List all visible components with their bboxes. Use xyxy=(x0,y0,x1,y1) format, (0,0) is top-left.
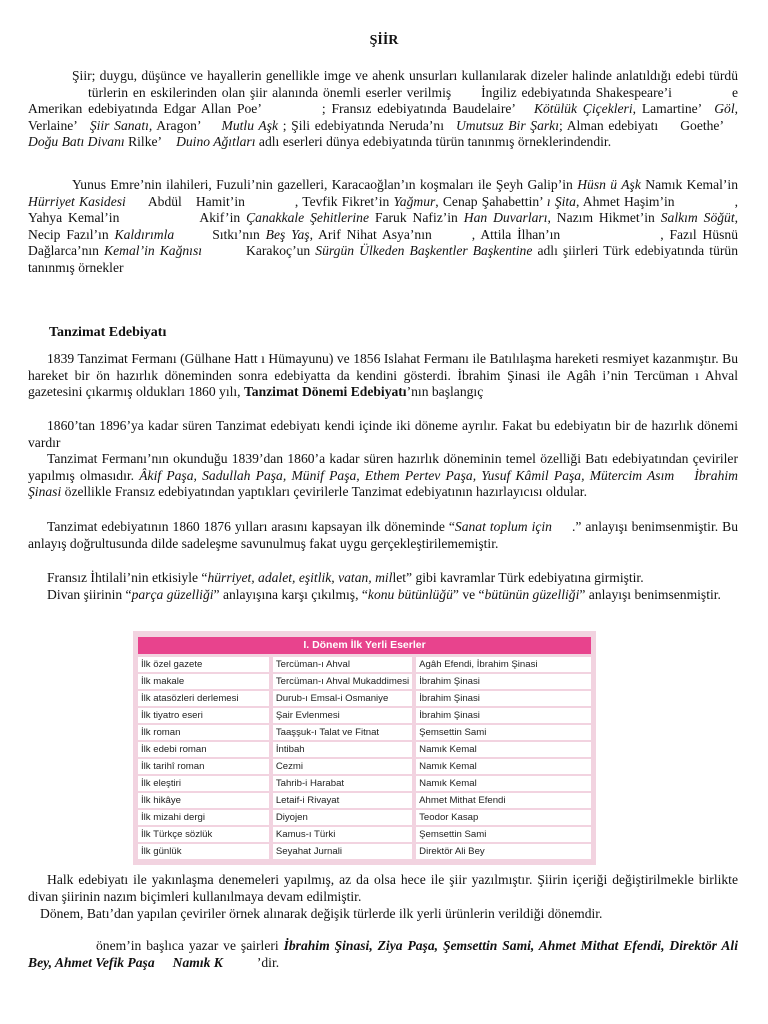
table-row: İlk atasözleri derlemesi Durub-ı Emsal-i Osmaniye İbrahim Şinasi xyxy=(138,691,591,706)
paragraph-yazarlar: önem’in başlıca yazar ve şairleri İbrahim Şinasi, Ziya Paşa, Şemsettin Sami, Ahmet Mithat Efendi, Direktör Ali Bey, Ahmet Vefik Paşa Namık K ’dir. xyxy=(28,938,738,970)
table-row: İlk günlük Seyahat Jurnali Direktör Ali Bey xyxy=(138,844,591,859)
table-row: İlk hikâye Letaif-i Rivayat Ahmet Mithat Efendi xyxy=(138,793,591,808)
table-row: İlk eleştiri Tahrib-i Harabat Namık Kemal xyxy=(138,776,591,791)
paragraph-divan-siiri: Divan şiirinin “parça güzelliği” anlayışına karşı çıkılmış, “konu bütünlüğü” ve “bütünün güzelliği” anlayışı benimsenmiştir. xyxy=(47,587,721,602)
paragraph-hazirlik-donemi: Tanzimat Fermanı’nın okunduğu 1839’dan 1860’a kadar süren hazırlık döneminin temel özelliği Batı edebiyatından çeviriler yapılmış olmasıdır. Âkif Paşa, Sadullah Paşa, Münif Paşa, Ethem Pertev Paşa, Yusuf Kâmil Paşa, Mütercim Asım İbrahim Şinasi özellikle Fransız edebiyatından yaptıkları çevirilerle Tanzimat edebiyatının hazırlayıcısı oldular. xyxy=(28,451,738,500)
paragraph-fransiz-ihtilali: Fransız İhtilali’nin etkisiyle “hürriyet, adalet, eşitlik, vatan, millet” gibi kavramlar Türk edebiyatına girmiştir. xyxy=(47,570,644,585)
paragraph-halk-edebiyati: Halk edebiyatı ile yakınlaşma denemeleri yapılmış, az da olsa hece ile şiir yazılmıştır. Şiirin içeriği değiştirilmekle birlikte divan şiirinin nazım biçimleri kullanılmaya devam edilmiştir. xyxy=(28,872,738,904)
table-row: İlk özel gazete Tercüman-ı Ahval Agâh Efendi, İbrahim Şinasi xyxy=(138,657,591,672)
table-row: İlk mizahi dergi Diyojen Teodor Kasap xyxy=(138,810,591,825)
page-title: ŞİİR xyxy=(369,33,399,48)
table-row: İlk Türkçe sözlük Kamus-ı Türki Şemsettin Sami xyxy=(138,827,591,842)
table-row: İlk edebi roman İntibah Namık Kemal xyxy=(138,742,591,757)
paragraph-donemler: 1860’tan 1896’ya kadar süren Tanzimat edebiyatı kendi içinde iki döneme ayrılır. Fakat bu edebiyatın bir de hazırlık dönemi vardır xyxy=(28,418,738,450)
table-row: İlk makale Tercüman-ı Ahval Mukaddimesi İbrahim Şinasi xyxy=(138,674,591,689)
paragraph-turk-siiri: Yunus Emre’nin ilahileri, Fuzuli’nin gazelleri, Karacaoğlan’ın koşmaları ile Şeyh Galip’in Hüsn ü Aşk Namık Kemal’in Hürriyet Kasidesi Abdül Hamit’in , Tevfik Fikret’in Yağmur, Cenap Şahabettin’ ı Şita, Ahmet Haşim’in , Yahya Kemal’in Akif’in Çanakkale Şehitlerine Faruk Nafiz’in Han Duvarları, Nazım Hikmet’in Salkım Söğüt, Necip Fazıl’ın Kaldırımla Sıtkı’nın Beş Yaş, Arif Nihat Asya’nın , Attila İlhan’ın , Fazıl Hüsnü Dağlarca’nın Kemal’in Kağnısı Karakoç’un Sürgün Ülkeden Başkentler Başkentine adlı şiirleri Türk edebiyatında türün tanınmış örnekler xyxy=(28,177,739,275)
works-table-title: I. Dönem İlk Yerli Eserler xyxy=(138,637,591,654)
table-row: İlk tarihî roman Cezmi Namık Kemal xyxy=(138,759,591,774)
section-heading: Tanzimat Edebiyatı xyxy=(49,325,167,340)
paragraph-ilk-donem: Tanzimat edebiyatının 1860 1876 yılları arasını kapsayan ilk döneminde “Sanat toplum için .” anlayışı benimsenmiştir. Bu anlayış doğrultusunda dilde sadeleşme savunulmuş fakat uygu gerçekleştirilememiştir. xyxy=(28,519,738,551)
paragraph-tanzimat-baslangic: 1839 Tanzimat Fermanı (Gülhane Hatt ı Hümayunu) ve 1856 Islahat Fermanı ile Batılılaşma hareketi resmiyet kazanmıştır. Bu hareket bir ön hazırlık döneminden sonra edebiyatta da kendini gösterdi. İbrahim Şinasi ile Agâh i’nin Tercüman ı Ahval gazetesini çıkarmış oldukları 1860 yılı, Tanzimat Dönemi Edebiyatı’nın başlangıç xyxy=(28,351,738,400)
works-table xyxy=(138,655,591,861)
table-row: İlk tiyatro eseri Şair Evlenmesi İbrahim Şinasi xyxy=(138,708,591,723)
paragraph-siir-intro: Şiir; duygu, düşünce ve hayallerin genellikle imge ve ahenk unsurları kullanılarak dizeler halinde anlatıldığı edebi türdütürlerin en eskilerinden olan şiir alanında önemli eserler verilmiş İngiliz edebiyatında Shakespeare’i e Amerikan edebiyatında Edgar Allan Poe’ ; Fransız edebiyatında Baudelaire’ Kötülük Çiçekleri, Lamartine’ Göl, Verlaine’ Şiir Sanatı, Aragon’ Mutlu Aşk ; Şili edebiyatında Neruda’nı Umutsuz Bir Şarkı; Alman edebiyatı Goethe’Doğu Batı Divanı Rilke’ Duino Ağıtları adlı eserleri dünya edebiyatında türün tanınmış örneklerindendir. xyxy=(28,68,739,150)
paragraph-ceviriler: Dönem, Batı’dan yapılan çeviriler örnek alınarak değişik türlerde ilk yerli ürünlerin verildiği dönemdir. xyxy=(40,906,603,921)
table-row: İlk roman Taaşşuk-ı Talat ve Fitnat Şemsettin Sami xyxy=(138,725,591,740)
